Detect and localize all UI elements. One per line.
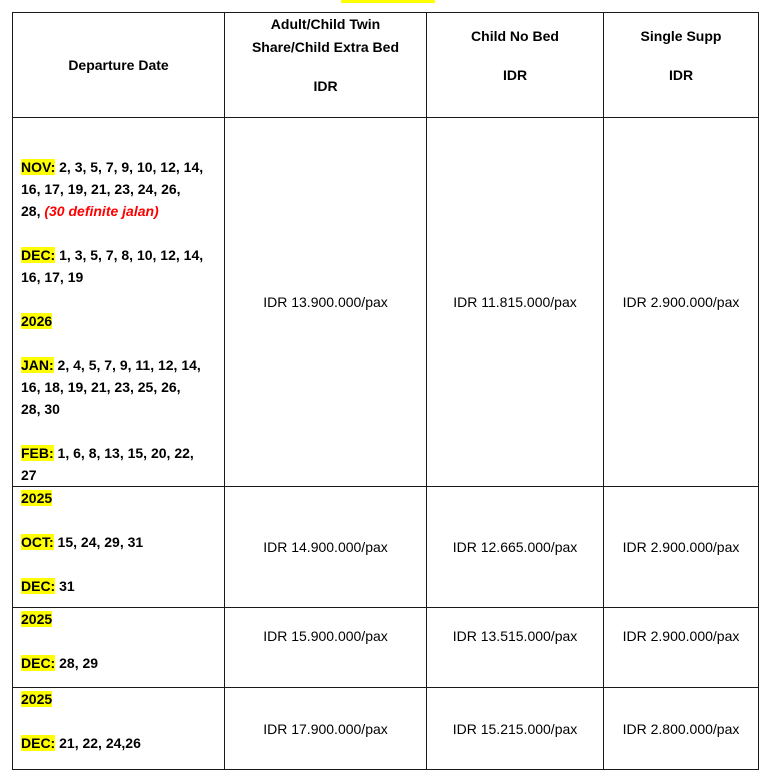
header-twin-share xyxy=(225,13,427,118)
dates-text: 27 xyxy=(21,467,37,483)
header-child-no-bed xyxy=(427,13,604,118)
header-child-no-bed-label: Child No Bed xyxy=(471,28,559,44)
header-twin-line2: Share/Child Extra Bed xyxy=(251,39,400,55)
dates-text: 28, 30 xyxy=(21,401,60,417)
header-child-no-bed-currency: IDR xyxy=(502,67,528,83)
departure-dates-cell xyxy=(13,118,225,487)
dates-text: 21, 22, 24,26 xyxy=(55,735,141,751)
dates-text: 28, 29 xyxy=(55,655,99,671)
price-table xyxy=(12,12,759,770)
dates-text: 15, 24, 29, 31 xyxy=(53,534,144,550)
month-label-nov: NOV: xyxy=(21,159,56,175)
dates-text: 2, 4, 5, 7, 9, 11, 12, 14, xyxy=(53,357,201,373)
header-single-supp-currency: IDR xyxy=(668,67,694,83)
header-departure-date xyxy=(13,13,225,118)
year-label: 2025 xyxy=(21,691,53,707)
price-twin-share: IDR 14.900.000/pax xyxy=(225,487,427,608)
price-twin-share: IDR 13.900.000/pax xyxy=(225,118,427,487)
price-single-supp: IDR 2.900.000/pax xyxy=(604,487,759,608)
price-twin-share: IDR 15.900.000/pax xyxy=(225,608,427,688)
year-label: 2025 xyxy=(21,490,53,506)
table-row xyxy=(13,118,759,487)
price-child-no-bed: IDR 15.215.000/pax xyxy=(427,688,604,770)
month-label-dec: DEC: xyxy=(21,655,56,671)
dates-text: 1, 6, 8, 13, 15, 20, 22, xyxy=(53,445,194,461)
month-label-oct: OCT: xyxy=(21,534,54,550)
price-single-supp: IDR 2.800.000/pax xyxy=(604,688,759,770)
departure-dates-cell xyxy=(13,487,225,608)
departure-dates-cell xyxy=(13,688,225,770)
price-single-supp: IDR 2.900.000/pax xyxy=(604,608,759,688)
year-label: 2026 xyxy=(21,313,53,329)
month-label-dec: DEC: xyxy=(21,578,56,594)
dates-text: 2, 3, 5, 7, 9, 10, 12, 14, xyxy=(55,159,204,175)
month-label-dec: DEC: xyxy=(21,735,56,751)
table-row xyxy=(13,688,759,770)
header-departure-label: Departure Date xyxy=(68,56,169,73)
month-label-dec: DEC: xyxy=(21,247,56,263)
table-row xyxy=(13,487,759,608)
year-label: 2025 xyxy=(21,611,53,627)
header-twin-currency: IDR xyxy=(313,78,338,94)
price-single-supp: IDR 2.900.000/pax xyxy=(604,118,759,487)
month-label-jan: JAN: xyxy=(21,357,54,373)
month-label-feb: FEB: xyxy=(21,445,54,461)
definite-note: (30 definite jalan) xyxy=(44,203,159,219)
dates-text: 31 xyxy=(55,578,75,594)
dates-text: 1, 3, 5, 7, 8, 10, 12, 14, xyxy=(55,247,204,263)
dates-text: 28, xyxy=(21,203,45,219)
dates-text: 16, 17, 19 xyxy=(21,269,84,285)
price-child-no-bed: IDR 12.665.000/pax xyxy=(427,487,604,608)
table-row xyxy=(13,608,759,688)
dates-text: 16, 18, 19, 21, 23, 25, 26, xyxy=(21,379,181,395)
price-child-no-bed: IDR 11.815.000/pax xyxy=(427,118,604,487)
price-child-no-bed: IDR 13.515.000/pax xyxy=(427,608,604,688)
dates-text: 16, 17, 19, 21, 23, 24, 26, xyxy=(21,181,181,197)
departure-dates-cell xyxy=(13,608,225,688)
header-row xyxy=(13,13,759,118)
top-highlight-strip xyxy=(341,0,435,3)
price-twin-share: IDR 17.900.000/pax xyxy=(225,688,427,770)
header-single-supp xyxy=(604,13,759,118)
header-single-supp-label: Single Supp xyxy=(640,28,722,44)
header-twin-line1: Adult/Child Twin xyxy=(270,16,381,32)
